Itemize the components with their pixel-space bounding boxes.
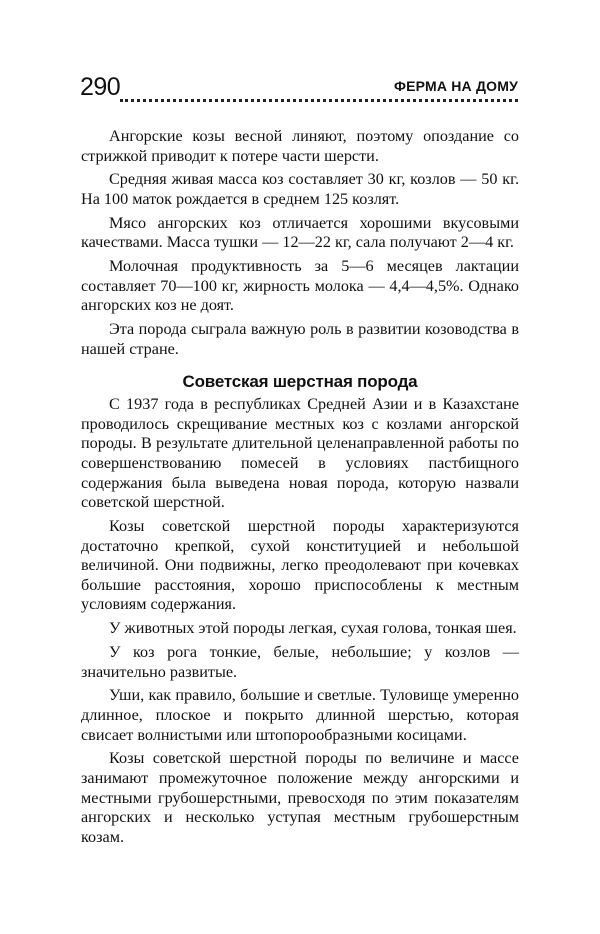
paragraph-size-comparison: Козы советской шерстной породы по величине и массе занимают промежуточное положение между ангорскими и местными грубошерстными, превосходя по этим показателям ангорских и несколько уступая местным грубошерстным козам. — [81, 749, 519, 846]
paragraph-breed-role: Эта порода сыграла важную роль в развитии козоводства в нашей стране. — [81, 320, 519, 358]
paragraph-ears-fleece: Уши, как правило, большие и светлые. Туловище умеренно длинное, плоское и покрыто длинной шерстью, которая свисает волнистыми или штопорообразными косицами. — [81, 686, 519, 744]
paragraph-milk-yield: Молочная продуктивность за 5—6 месяцев лактации составляет 70—100 кг, жирность молока — 4,4—4,5%. Однако ангорских коз не доят. — [81, 257, 519, 315]
paragraph-breed-history: С 1937 года в республиках Средней Азии и в Казахстане проводилось скрещивание местных коз с козлами ангорской породы. В результате длительной целенаправленной работы по совершенствованию помесей в условиях пастбищного содержания была выведена новая порода, которую назвали советской шерстной. — [81, 395, 519, 512]
paragraph-head-neck: У животных этой породы легкая, сухая голова, тонкая шея. — [109, 619, 517, 638]
running-header — [80, 72, 518, 104]
paragraph-live-weight: Средняя живая масса коз составляет 30 кг, козлов — 50 кг. На 100 маток рождается в среднем 125 козлят. — [81, 170, 519, 208]
paragraph-constitution: Козы советской шерстной породы характеризуются достаточно крепкой, сухой конституцией и небольшой величиной. Они подвижны, легко преодолевают при кочевках большие расстояния, хорошо приспособлены к местным условиям содержания. — [81, 517, 519, 614]
running-header-title: ФЕРМА НА ДОМУ — [393, 78, 518, 94]
section-heading: Советская шерстная порода — [182, 372, 418, 392]
paragraph-horns: У коз рога тонкие, белые, небольшие; у козлов — значительно развитые. — [81, 642, 519, 681]
body-text — [81, 127, 519, 851]
paragraph-meat-quality: Мясо ангорских коз отличается хорошими вкусовыми качествами. Масса тушки — 12—22 кг, сала получают 2—4 кг. — [81, 213, 519, 252]
page-number: 290 — [80, 73, 121, 101]
header-dotted-rule — [120, 99, 518, 102]
paragraph-molting: Ангорские козы весной линяют, поэтому опоздание со стрижкой приводит к потере части шерсти. — [81, 127, 519, 165]
